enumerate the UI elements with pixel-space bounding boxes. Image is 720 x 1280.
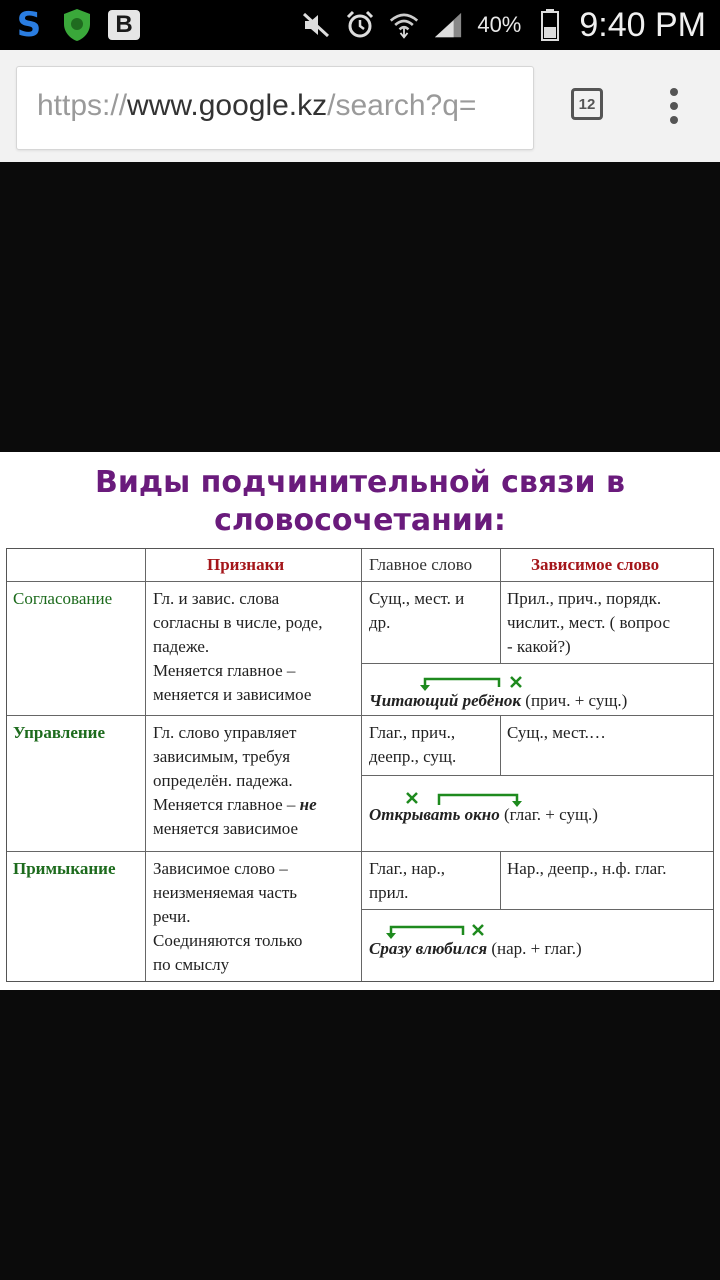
row-name-agreement: Согласование bbox=[13, 589, 113, 608]
row3-example: Сразу влюбился (нар. + глаг.) bbox=[369, 939, 582, 958]
wifi-icon bbox=[389, 10, 419, 40]
vk-icon: B bbox=[108, 10, 140, 40]
image-title bbox=[0, 464, 720, 540]
clock: 9:40 PM bbox=[579, 5, 706, 44]
url-host: www.google.kz bbox=[127, 89, 328, 122]
row2-signs: Гл. слово управляет зависимым, требуя определён. падежа. Меняется главное – не меняется зависимое bbox=[153, 723, 317, 838]
row1-signs: Гл. и завис. слова согласны в числе, роде, падеже. Меняется главное – меняется и зависимое bbox=[153, 589, 323, 704]
tab-count: 12 bbox=[578, 95, 596, 113]
battery-percent: 40% bbox=[477, 12, 522, 37]
url-path: /search?q= bbox=[327, 89, 477, 122]
overflow-menu-button[interactable] bbox=[664, 88, 684, 128]
title-line-2: словосочетании: bbox=[214, 503, 506, 538]
row3-signs: Зависимое слово – неизменяемая часть речи. Соединяются только по смыслу bbox=[153, 859, 303, 974]
header-main-word: Главное слово bbox=[369, 555, 473, 574]
url-text[interactable] bbox=[37, 89, 476, 123]
mute-icon bbox=[301, 10, 331, 40]
battery-icon bbox=[535, 10, 565, 40]
browser-toolbar bbox=[0, 50, 720, 162]
url-scheme: https:// bbox=[37, 89, 128, 122]
row1-main-word: Сущ., мест. и др. bbox=[369, 589, 465, 632]
row1-example: Читающий ребёнок (прич. + сущ.) bbox=[369, 691, 628, 710]
shield-app-icon bbox=[60, 8, 94, 42]
skype-icon: S bbox=[16, 5, 42, 45]
header-dependent-word: Зависимое слово bbox=[531, 555, 660, 574]
row-name-government: Управление bbox=[13, 723, 106, 742]
status-bar bbox=[0, 0, 720, 50]
system-icons bbox=[301, 4, 706, 46]
address-bar[interactable] bbox=[16, 66, 534, 150]
connection-types-table bbox=[6, 548, 714, 982]
row2-example: Открывать окно (глаг. + сущ.) bbox=[369, 805, 598, 824]
row2-dependent-word: Сущ., мест.… bbox=[507, 723, 606, 742]
signal-icon bbox=[433, 10, 463, 40]
row1-dependent-word: Прил., прич., порядк. числит., мест. ( вопрос - какой?) bbox=[507, 589, 670, 656]
row2-main-word: Глаг., прич., деепр., сущ. bbox=[369, 723, 457, 766]
tab-switcher-button[interactable] bbox=[571, 88, 603, 120]
header-signs: Признаки bbox=[207, 555, 285, 574]
row3-dependent-word: Нар., деепр., н.ф. глаг. bbox=[507, 859, 667, 878]
row-name-adjoining: Примыкание bbox=[13, 859, 116, 878]
alarm-icon bbox=[345, 10, 375, 40]
search-result-image[interactable] bbox=[0, 452, 720, 990]
title-line-1: Виды подчинительной связи в bbox=[94, 465, 625, 500]
notification-icons bbox=[12, 5, 140, 45]
row3-main-word: Глаг., нар., прил. bbox=[369, 859, 446, 902]
